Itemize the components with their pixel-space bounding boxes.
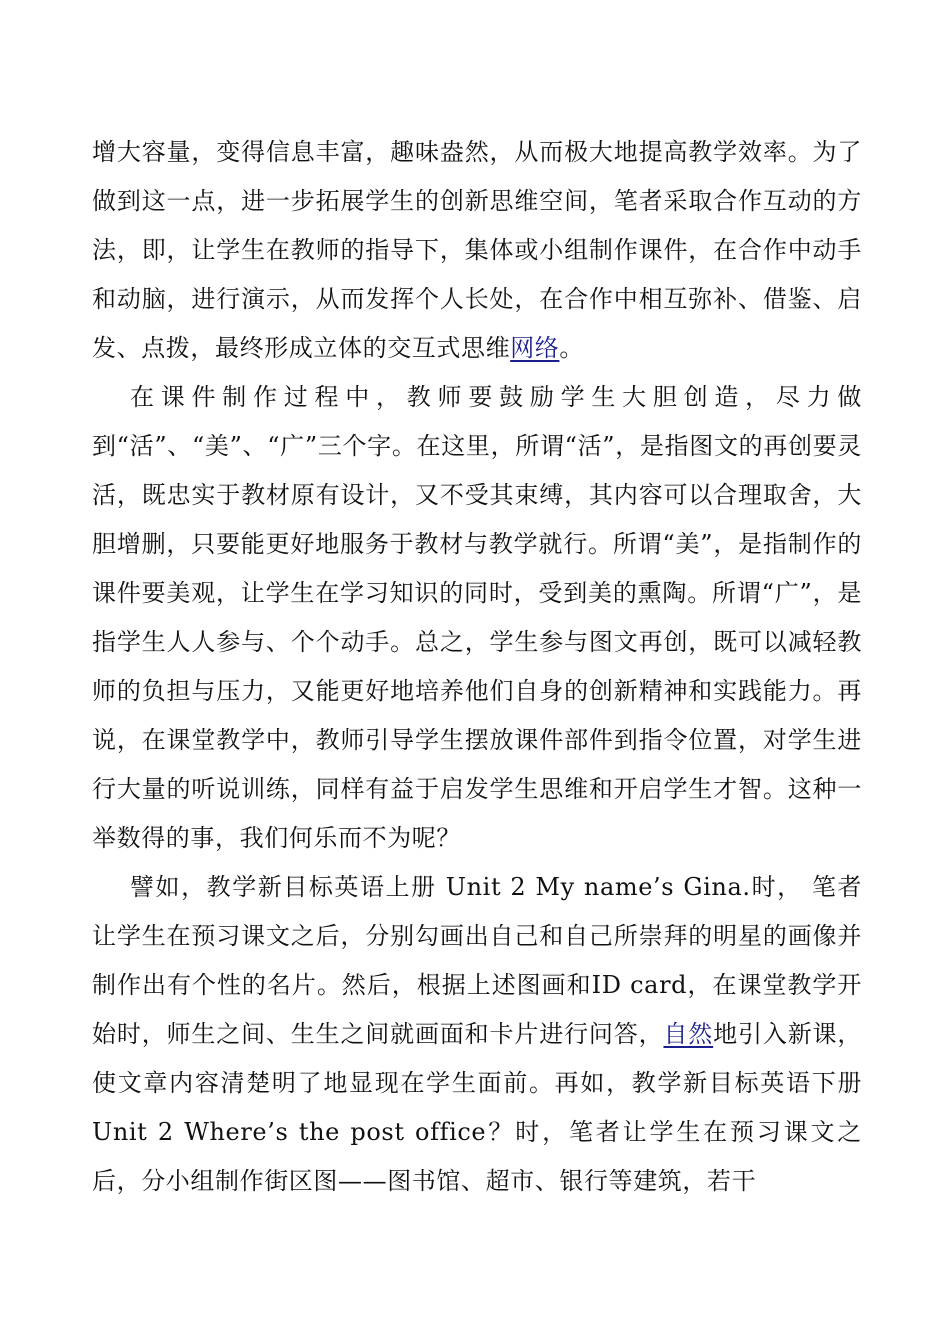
paragraph-3-end: 地引入新课，使文章内容清楚明了地显现在学生面前。再如，教学新目标英语下册Unit 2 Where’s the post office？时，笔者让学生在预习课文之后，分小组制作街区图——图书馆、超市、银行等建筑，若干 (92, 1020, 862, 1195)
paragraph-3-text: 譬如，教学新目标英语上册 Unit 2 My name’s Gina.时， 笔者让学生在预习课文之后，分别勾画出自己和自己所崇拜的明星的画像并制作出有个性的名片。然后，根据上述图画和ID card，在课堂教学开始时，师生之间、生生之间就画面和卡片进行问答， (92, 873, 862, 1048)
paragraph-1-text: 增大容量，变得信息丰富，趣味盎然，从而极大地提高教学效率。为了做到这一点，进一步拓展学生的创新思维空间，笔者采取合作互动的方法，即，让学生在教师的指导下，集体或小组制作课件，在合作中动手和动脑，进行演示，从而发挥个人长处，在合作中相互弥补、借鉴、启发、点拨，最终形成立体的交互式思维 (92, 138, 862, 362)
link-network[interactable]: 网络 (510, 334, 560, 362)
paragraph-2: 在课件制作过程中，教师要鼓励学生大胆创造，尽力做到“活”、“美”、“广”三个字。在这里，所谓“活”，是指图文的再创要灵活，既忠实于教材原有设计，又不受其束缚，其内容可以合理取舍，大胆增删，只要能更好地服务于教材与教学就行。所谓“美”，是指制作的课件要美观，让学生在学习知识的同时，受到美的熏陶。所谓“广”，是指学生人人参与、个个动手。总之，学生参与图文再创，既可以减轻教师的负担与压力，又能更好地培养他们自身的创新精神和实践能力。再说，在课堂教学中，教师引导学生摆放课件部件到指令位置，对学生进行大量的听说训练，同样有益于启发学生思维和开启学生才智。这种一举数得的事，我们何乐而不为呢？ (92, 383, 862, 852)
link-natural[interactable]: 自然 (663, 1020, 714, 1048)
paragraph-1-end: 。 (559, 334, 585, 362)
paragraph-1 (92, 128, 862, 373)
document-body (92, 128, 862, 1206)
paragraph-3 (92, 863, 862, 1206)
